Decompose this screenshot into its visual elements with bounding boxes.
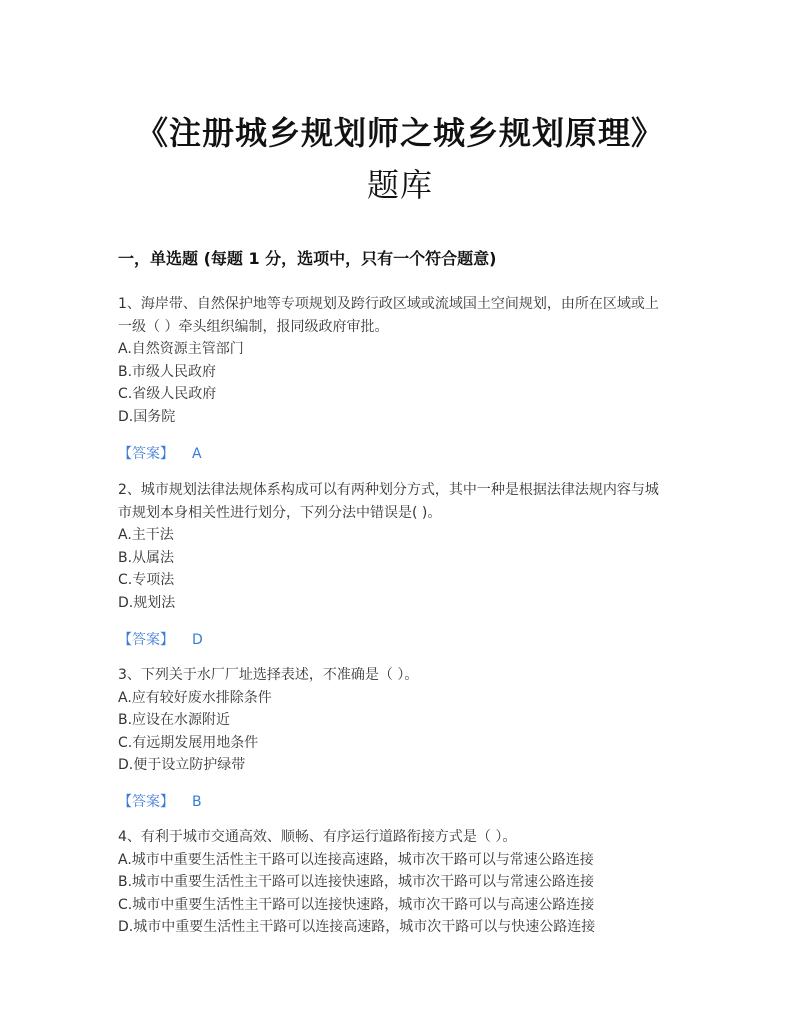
option-d: D.规划法 <box>118 594 176 611</box>
answer-label: 【答案】 <box>118 794 174 810</box>
answer-label: 【答案】 <box>118 446 174 462</box>
option-a: A.城市中重要生活性主干路可以连接高速路，城市次干路可以与常速公路连接 <box>118 851 594 868</box>
option-b: B.从属法 <box>118 549 175 566</box>
question-1 <box>118 293 688 428</box>
option-b: B.应设在水源附近 <box>118 712 231 728</box>
option-d: D.城市中重要生活性主干路可以连接高速路，城市次干路可以与快速公路连接 <box>118 919 596 935</box>
section-heading: 一，单选题 (每题 1 分，选项中，只有一个符合题意) <box>118 249 497 268</box>
answer-label: 【答案】 <box>118 632 174 648</box>
question-stem: 4、有利于城市交通高效、顺畅、有序运行道路衔接方式是（ ）。 <box>118 829 517 845</box>
document-title: 《注册城乡规划师之城乡规划原理》 <box>135 114 664 152</box>
option-b: B.市级人民政府 <box>118 363 217 380</box>
option-c: C.省级人民政府 <box>118 386 217 402</box>
question-4 <box>118 826 688 939</box>
question-stem: 一级（ ）牵头组织编制，报同级政府审批。 <box>118 318 389 335</box>
question-stem: 市规划本身相关性进行划分，下列分法中错误是( )。 <box>118 504 442 521</box>
answer-1 <box>118 443 202 463</box>
answer-3 <box>118 791 202 811</box>
question-2 <box>118 479 688 614</box>
answer-value: B <box>192 794 202 810</box>
document-subtitle: 题库 <box>366 166 433 204</box>
question-3 <box>118 664 688 777</box>
answer-2 <box>118 629 203 649</box>
option-a: A.应有较好废水排除条件 <box>118 689 272 706</box>
question-stem: 3、下列关于水厂厂址选择表述，不准确是（ ）。 <box>118 667 419 683</box>
option-c: C.专项法 <box>118 572 175 588</box>
option-b: B.城市中重要生活性主干路可以连接快速路，城市次干路可以与常速公路连接 <box>118 874 595 890</box>
question-stem: 1、海岸带、自然保护地等专项规划及跨行政区域或流域国土空间规划，由所在区域或上 <box>118 296 659 312</box>
option-a: A.自然资源主管部门 <box>118 341 244 357</box>
option-a: A.主干法 <box>118 527 174 543</box>
option-d: D.国务院 <box>118 408 176 425</box>
option-c: C.城市中重要生活性主干路可以连接快速路，城市次干路可以与高速公路连接 <box>118 896 595 913</box>
answer-value: D <box>192 632 203 648</box>
option-d: D.便于设立防护绿带 <box>118 757 246 773</box>
question-stem: 2、城市规划法律法规体系构成可以有两种划分方式，其中一种是根据法律法规内容与城 <box>118 482 659 498</box>
option-c: C.有远期发展用地条件 <box>118 734 259 751</box>
answer-value: A <box>192 446 202 462</box>
